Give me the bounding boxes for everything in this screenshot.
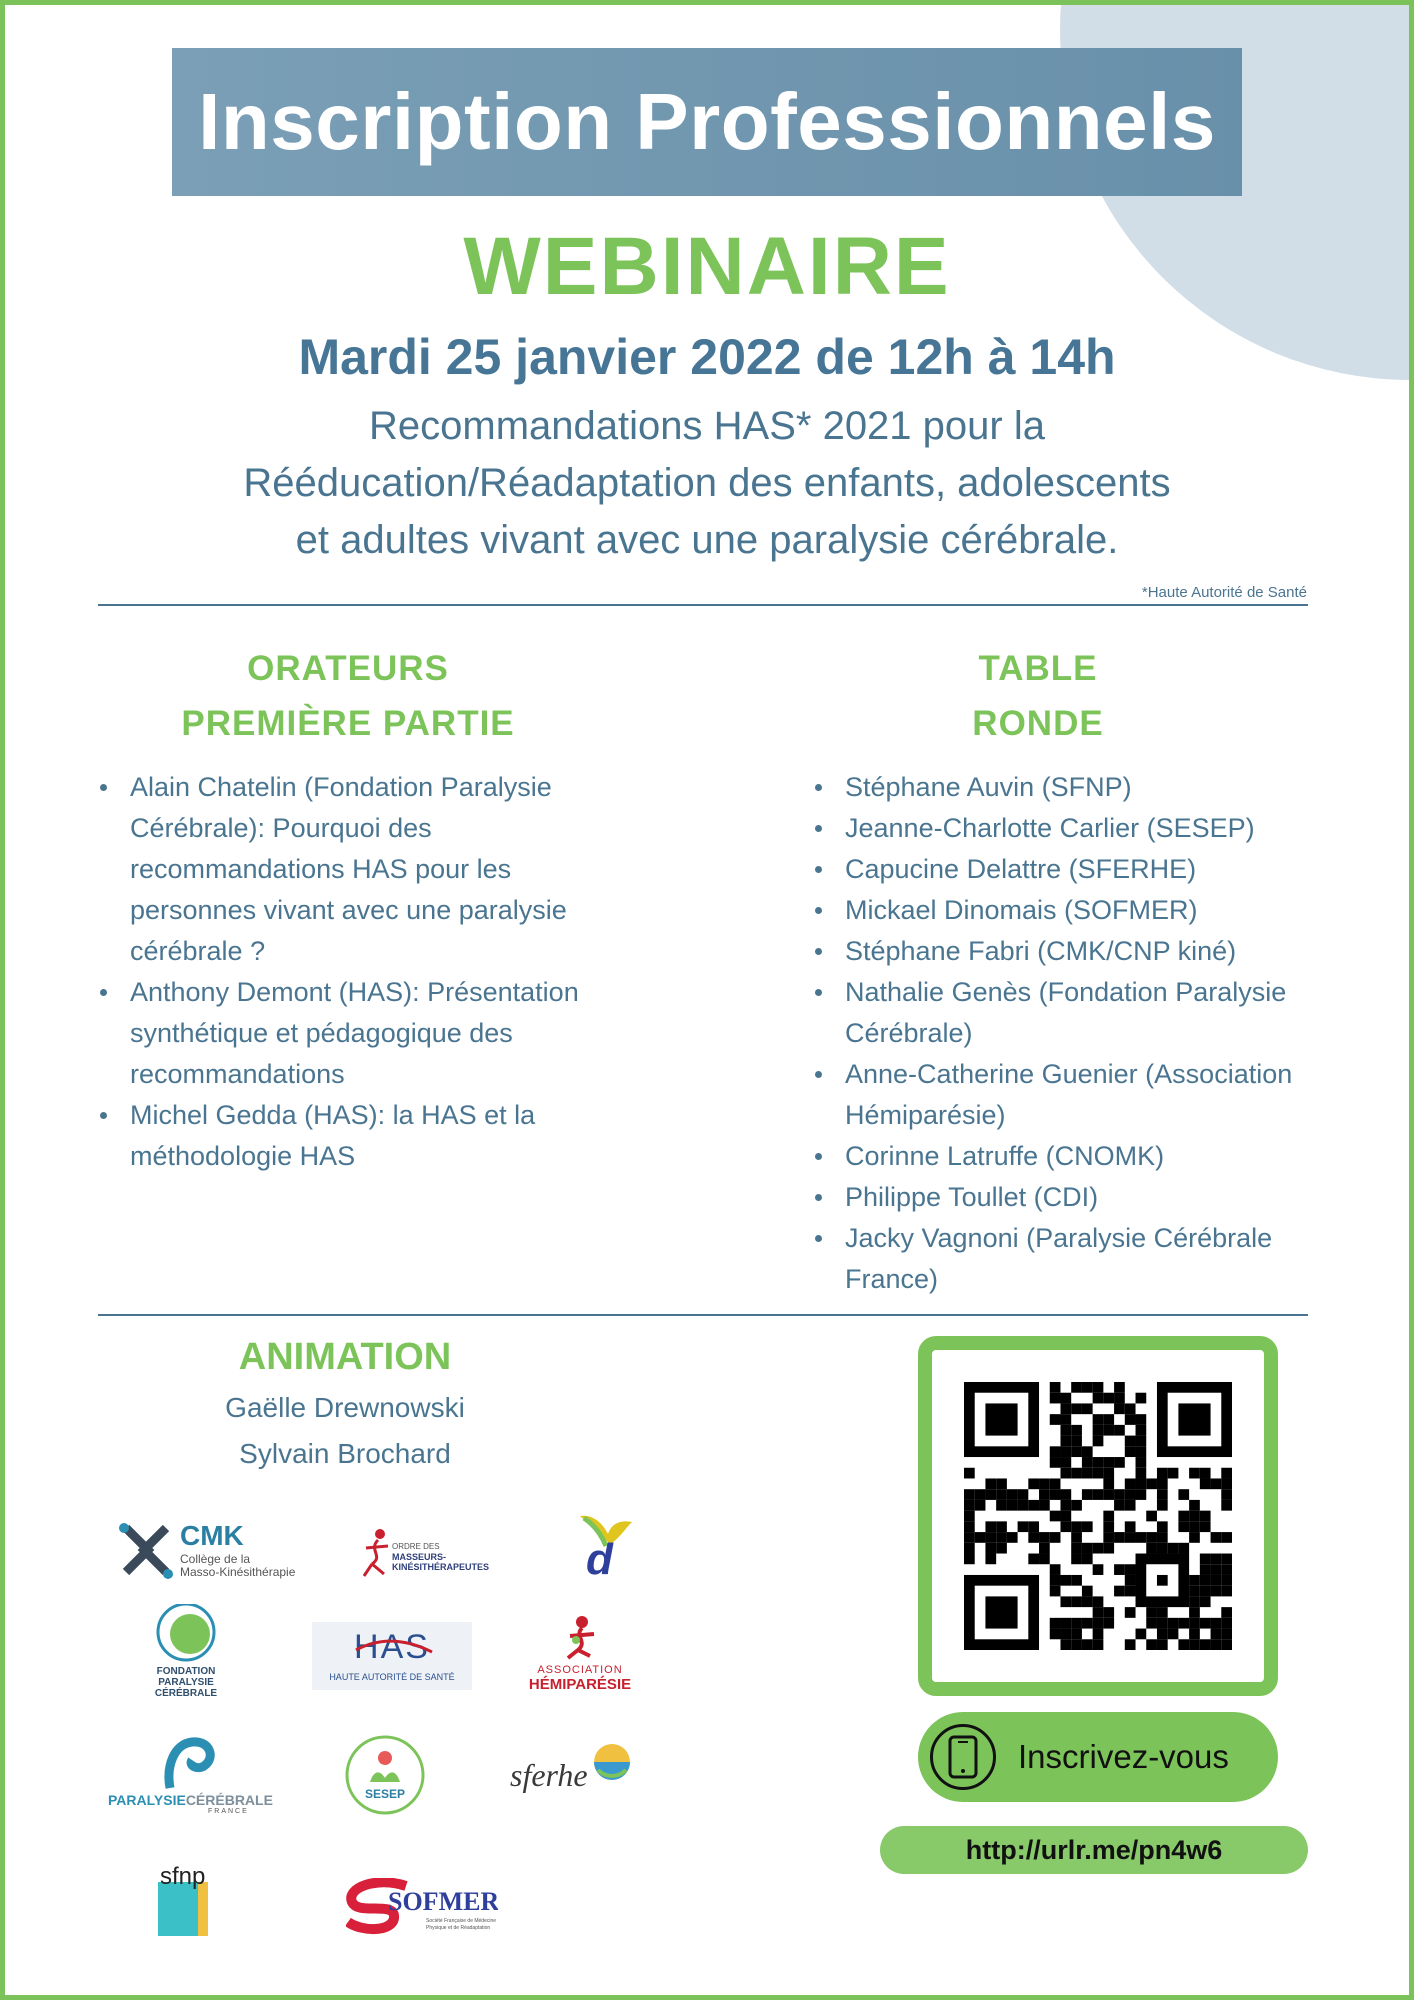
ordre-logo <box>358 1528 538 1580</box>
list-item-line: Jacky Vagnoni (Paralysie Cérébrale <box>845 1223 1273 1253</box>
list-item-line: Philippe Toullet (CDI) <box>845 1182 1099 1212</box>
list-item <box>813 890 1373 931</box>
list-item-line: Anne-Catherine Guenier (Association <box>845 1059 1293 1089</box>
subtitle-line: Rééducation/Réadaptation des enfants, adolescents <box>243 461 1171 505</box>
list-item <box>813 1218 1373 1300</box>
pcf-sub: FRANCE <box>208 1808 249 1815</box>
cmk-name: CMK <box>180 1520 244 1551</box>
speakers-list <box>98 767 658 1177</box>
paralysie-cerebrale-france-logo <box>108 1736 274 1818</box>
divider-top <box>98 604 1308 606</box>
sofmer-logo <box>346 1878 498 1936</box>
sofmer-sub-line: Société Française de Médecine <box>426 1918 497 1924</box>
sofmer-name: SOFMER <box>388 1887 498 1916</box>
animator-name: Gaëlle Drewnowski <box>225 1392 465 1423</box>
list-item <box>98 767 658 972</box>
sesep-name: SESEP <box>364 1787 406 1801</box>
list-item-line: Corinne Latruffe (CNOMK) <box>845 1141 1165 1171</box>
animation-title: ANIMATION <box>238 1336 452 1378</box>
smartphone-icon <box>930 1724 996 1790</box>
list-item-line: synthétique et pédagogique des <box>130 1018 513 1048</box>
register-button-label: Inscrivez-vous <box>1018 1738 1229 1775</box>
speakers-title <box>98 641 598 751</box>
has-subtitle: HAUTE AUTORITÉ DE SANTÉ <box>329 1672 455 1682</box>
round-table-title <box>838 641 1238 751</box>
event-type: WEBINAIRE <box>463 221 951 312</box>
round-table-title-line: RONDE <box>972 704 1104 743</box>
fondation-line: PARALYSIE <box>158 1677 214 1688</box>
cmk-subtitle <box>180 1553 295 1579</box>
event-subtitle <box>0 398 1414 569</box>
list-item-line: Michel Gedda (HAS): la HAS et la <box>130 1100 536 1130</box>
fondation-logo <box>146 1604 226 1700</box>
list-item <box>813 1054 1373 1136</box>
qr-code-frame[interactable] <box>918 1336 1278 1696</box>
event-date: Mardi 25 janvier 2022 de 12h à 14h <box>298 329 1116 385</box>
divider-bottom <box>98 1314 1308 1316</box>
cdi-logo <box>578 1512 634 1578</box>
banner-title: Inscription Professionnels <box>198 77 1216 166</box>
cmk-sub-line: Masso-Kinésithérapie <box>180 1565 296 1579</box>
sesep-logo <box>344 1734 426 1816</box>
animator-name: Sylvain Brochard <box>239 1438 451 1469</box>
pcf-part1: PARALYSIE <box>108 1792 186 1808</box>
list-item <box>98 1095 658 1177</box>
sfnp-logo <box>158 1862 214 1936</box>
list-item <box>813 808 1373 849</box>
list-item-line: Stéphane Fabri (CMK/CNP kiné) <box>845 936 1237 966</box>
sferhe-name: sferhe <box>510 1757 588 1793</box>
list-item <box>813 849 1373 890</box>
list-item-line: personnes vivant avec une paralysie <box>130 895 567 925</box>
fondation-text <box>146 1666 226 1699</box>
list-item-line: recommandations HAS pour les <box>130 854 512 884</box>
sferhe-logo <box>508 1740 632 1812</box>
sfnp-name: sfnp <box>160 1863 206 1890</box>
footnote: *Haute Autorité de Santé <box>1141 584 1307 601</box>
list-item <box>813 1136 1373 1177</box>
list-item-line: Anthony Demont (HAS): Présentation <box>130 977 579 1007</box>
ordre-line1: ORDRE DES <box>392 1542 440 1551</box>
list-item-line: Mickael Dinomais (SOFMER) <box>845 895 1198 925</box>
cdi-letter: d <box>586 1535 613 1578</box>
list-item-line: Cérébrale): Pourquoi des <box>130 813 432 843</box>
qr-code[interactable] <box>964 1382 1232 1650</box>
registration-url-link[interactable]: http://urlr.me/pn4w6 <box>880 1826 1308 1874</box>
banner <box>172 48 1242 196</box>
round-table-list <box>813 767 1373 1300</box>
sofmer-sub-line: Physique et de Réadaptation <box>426 1925 491 1931</box>
cmk-sub-line: Collège de la <box>180 1552 251 1566</box>
list-item-line: France) <box>845 1264 939 1294</box>
has-name: HAS <box>354 1628 430 1666</box>
list-item-line: méthodologie HAS <box>130 1141 356 1171</box>
list-item-line: Cérébrale) <box>845 1018 973 1048</box>
hemiparesie-line1: ASSOCIATION <box>537 1664 623 1676</box>
list-item <box>813 1177 1373 1218</box>
list-item-line: recommandations <box>130 1059 345 1089</box>
list-item-line: Capucine Delattre (SFERHE) <box>845 854 1197 884</box>
round-table-title-line: TABLE <box>978 649 1098 688</box>
cmk-logo <box>118 1520 308 1584</box>
subtitle-line: et adultes vivant avec une paralysie cérébrale. <box>295 518 1119 562</box>
speakers-title-line: ORATEURS <box>247 649 449 688</box>
list-item <box>813 972 1373 1054</box>
list-item <box>98 972 658 1095</box>
list-item-line: Nathalie Genès (Fondation Paralysie <box>845 977 1287 1007</box>
list-item-line: Stéphane Auvin (SFNP) <box>845 772 1132 802</box>
pcf-part2: CÉRÉBRALE <box>185 1792 273 1808</box>
list-item-line: cérébrale ? <box>130 936 266 966</box>
list-item <box>813 931 1373 972</box>
hemiparesie-logo <box>524 1614 636 1696</box>
has-logo <box>312 1622 472 1690</box>
ordre-line2: MASSEURS-KINÉSITHÉRAPEUTES <box>392 1552 490 1572</box>
hemiparesie-line2: HÉMIPARÉSIE <box>528 1676 632 1693</box>
list-item-line: Hémiparésie) <box>845 1100 1006 1130</box>
list-item-line: Jeanne-Charlotte Carlier (SESEP) <box>845 813 1255 843</box>
fondation-line: FONDATION <box>156 1666 216 1677</box>
list-item-line: Alain Chatelin (Fondation Paralysie <box>130 772 552 802</box>
speakers-title-line: PREMIÈRE PARTIE <box>181 704 515 743</box>
pcf-name <box>108 1792 273 1808</box>
subtitle-line: Recommandations HAS* 2021 pour la <box>369 404 1045 448</box>
fondation-line: CÉRÉBRALE <box>154 1688 218 1699</box>
register-button[interactable] <box>918 1712 1278 1802</box>
list-item <box>813 767 1373 808</box>
